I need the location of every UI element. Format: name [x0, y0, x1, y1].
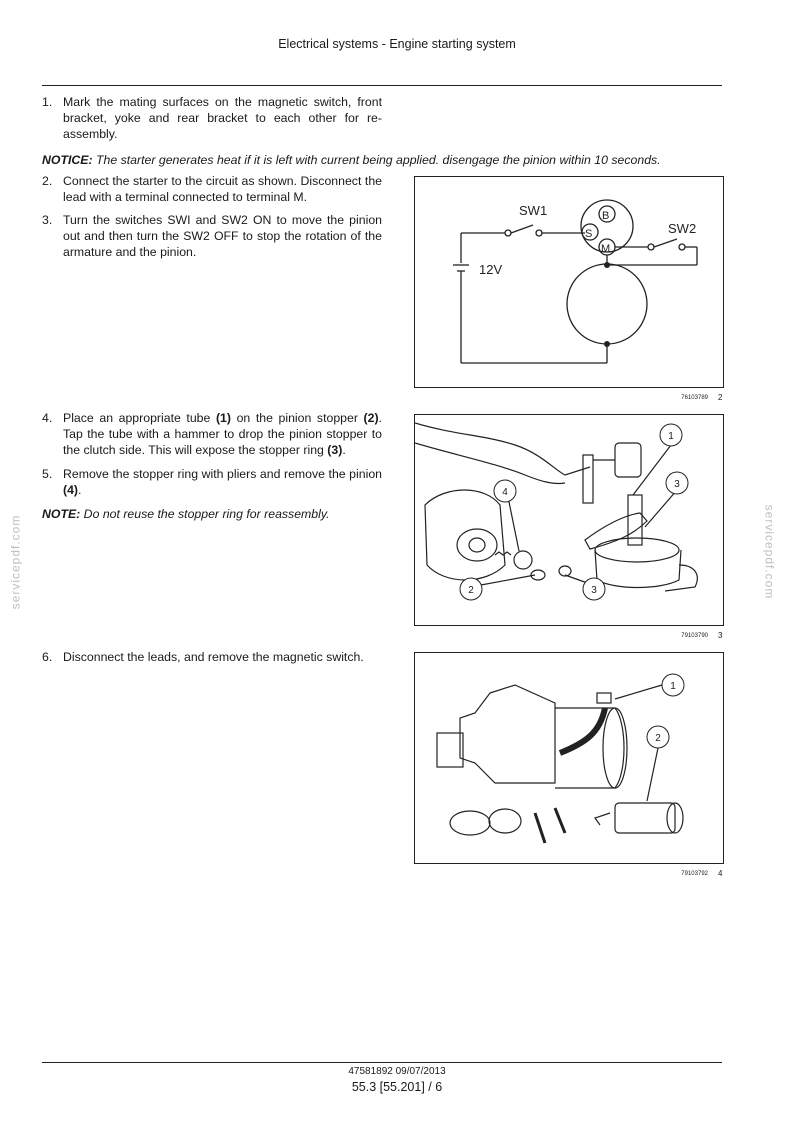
note: [42, 506, 382, 522]
figure-number: 3: [718, 631, 723, 640]
step-text: Turn the switches SWI and SW2 ON to move the pinion out and then turn the SW2 OFF to stop the rotation of the armature and the pinion.: [63, 213, 382, 259]
page-number: 55.3 [55.201] / 6: [351, 1080, 443, 1094]
figure-magnetic-switch-removal: [414, 652, 724, 864]
callout-2: 2: [468, 585, 474, 596]
notice-label: NOTICE:: [42, 153, 93, 167]
step-number: 1.: [42, 95, 53, 109]
step-3: [42, 212, 382, 260]
step-text: Mark the mating surfaces on the magnetic switch, front bracket, yoke and rear bracket to each other for re-assembly.: [63, 95, 382, 141]
step-4: [42, 410, 382, 458]
figure-number: 2: [718, 393, 723, 402]
watermark-left: servicepdf.com: [8, 514, 23, 610]
step-number: 3.: [42, 213, 53, 227]
page-header: Electrical systems - Engine starting system: [278, 37, 516, 51]
step-number: 6.: [42, 650, 53, 664]
step-text: Disconnect the leads, and remove the magnetic switch.: [63, 650, 364, 664]
header-rule: [42, 85, 722, 86]
pinion-removal-illustration: [415, 415, 723, 625]
sw1-label: SW1: [519, 203, 548, 218]
step-6: [42, 649, 387, 665]
callout-1: 1: [670, 681, 676, 692]
callout-1: 1: [668, 431, 674, 442]
voltage-label: 12V: [479, 262, 503, 277]
step-text: Remove the stopper ring with pliers and remove the pinion (4).: [63, 467, 382, 497]
figure-code: 79103792: [681, 871, 708, 877]
figure-number: 4: [718, 869, 723, 878]
terminal-b-label: B: [602, 210, 610, 222]
callout-4: 4: [502, 487, 508, 498]
magnetic-switch-illustration: [415, 653, 723, 863]
step-5: [42, 466, 382, 498]
terminal-s-label: S: [585, 228, 593, 240]
step-number: 5.: [42, 467, 53, 481]
sw2-label: SW2: [668, 221, 697, 236]
callout-2: 2: [655, 733, 661, 744]
step-text: Place an appropriate tube (1) on the pinion stopper (2). Tap the tube with a hammer to drop the pinion stopper to the clutch side. This will expose the stopper ring (3).: [63, 411, 382, 457]
step-2: [42, 173, 382, 205]
figure-code: 79103790: [681, 633, 708, 639]
circuit-diagram: [415, 177, 723, 387]
figure-code: 76103789: [681, 395, 708, 401]
callout-3b: 3: [591, 585, 597, 596]
step-number: 4.: [42, 411, 53, 425]
callout-3: 3: [674, 479, 680, 490]
notice-text: The starter generates heat if it is left with current being applied. disengage the pinion within 10 seconds.: [92, 153, 661, 167]
document-id: 47581892 09/07/2013: [348, 1066, 446, 1077]
step-number: 2.: [42, 174, 53, 188]
figure-starter-circuit: [414, 176, 724, 388]
figure-pinion-removal: [414, 414, 724, 626]
watermark-right: servicepdf.com: [762, 504, 777, 600]
terminal-m-label: M: [601, 243, 611, 255]
footer-rule: [42, 1062, 722, 1063]
notice: [42, 152, 732, 168]
note-label: NOTE:: [42, 507, 81, 521]
note-text: Do not reuse the stopper ring for reassembly.: [80, 507, 330, 521]
step-text: Connect the starter to the circuit as shown. Disconnect the lead with a terminal connected to terminal M.: [63, 174, 382, 204]
step-1: [42, 94, 382, 142]
